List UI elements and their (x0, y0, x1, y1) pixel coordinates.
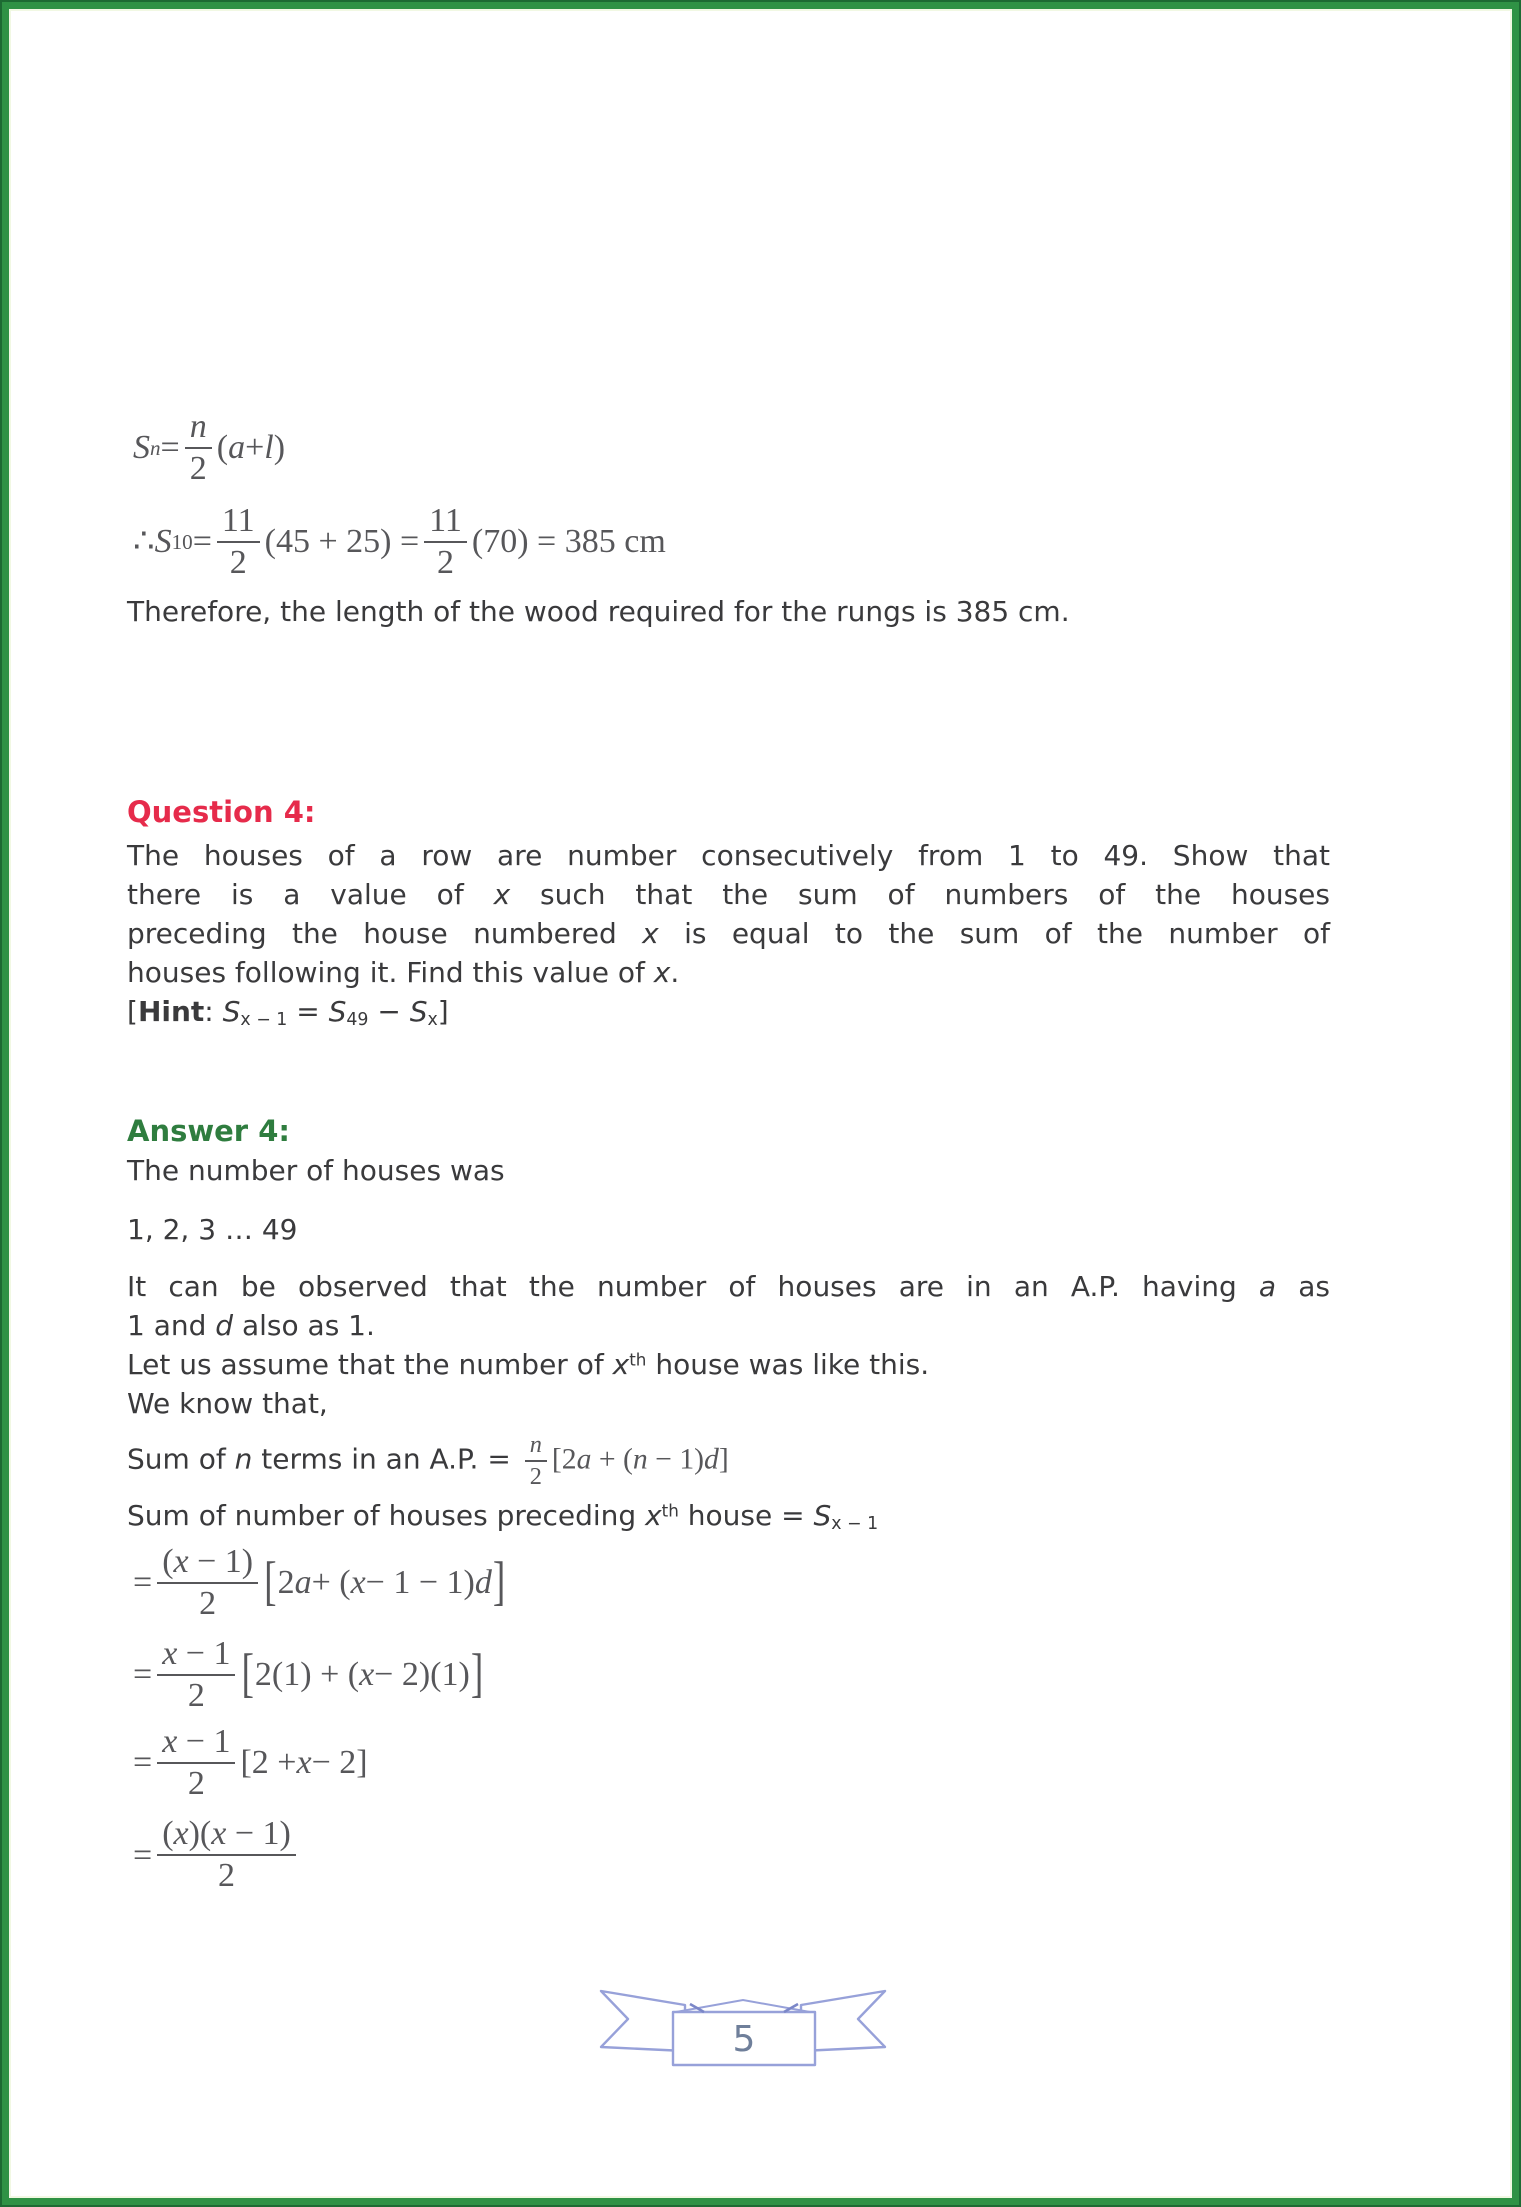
question-line: The houses of a row are number consecutively from 1 to 49. Show that (127, 839, 1330, 873)
ribbon-banner-graphic (598, 1985, 888, 2069)
question-line: houses following it. Find this value of x. (127, 956, 680, 990)
formula-sum-n: S n = $\frac{n}{2}$ ( a + l ) (133, 408, 286, 488)
derivation-step: = $\frac{x - 1}{2}$ [ 2(1) + ( x − 2)(1) ] (133, 1634, 484, 1715)
question-line: preceding the house numbered x is equal to the sum of the number of (127, 917, 1331, 951)
page-number: 5 (732, 2019, 755, 2061)
answer-intro: The number of houses was (127, 1154, 505, 1188)
derivation-step: = $\frac{x - 1}{2}$ [2 + x − 2] (133, 1723, 368, 1803)
derivation-step: = $\frac{(x - 1)}{2}$ [ 2 a + ( x − 1 − 1) d ] (133, 1542, 506, 1622)
formula-s10-result: ∴ S 10 = $\frac{11}{2}$ (45 + 25) = $\frac{11}{2}$ (70) = 385 cm (133, 502, 666, 582)
assumption-line: Let us assume that the number of $x^{th}$ house was like this. (127, 1348, 930, 1382)
question-heading: Question 4: (127, 795, 316, 830)
answer-heading: Answer 4: (127, 1114, 290, 1149)
derivation-step: = $\frac{(x)(x - 1)}{2}$ (127, 1815, 1330, 1895)
sum-of-n-terms-formula: Sum of n terms in an A.P. = $\frac{n}{2}$ [2a + (n − 1)d] (127, 1431, 729, 1490)
sum-preceding-formula: Sum of number of houses preceding $x^{th}$ house = Sx − 1 (127, 1498, 879, 1534)
page-number-ribbon (127, 1985, 1330, 2069)
observation-line: It can be observed that the number of houses are in an A.P. having a as (127, 1270, 1330, 1304)
house-number-sequence: 1, 2, 3 … 49 (127, 1213, 298, 1247)
observation-line: 1 and d also as 1. (127, 1309, 375, 1343)
conclusion-text: Therefore, the length of the wood required for the rungs is 385 cm. (127, 595, 1070, 629)
question-line: there is a value of x such that the sum of numbers of the houses (127, 878, 1330, 912)
we-know-line: We know that, (127, 1387, 328, 1421)
document-content (127, 0, 1330, 2069)
hint-line: [Hint: Sx − 1 = S49 − Sx] (127, 995, 449, 1031)
